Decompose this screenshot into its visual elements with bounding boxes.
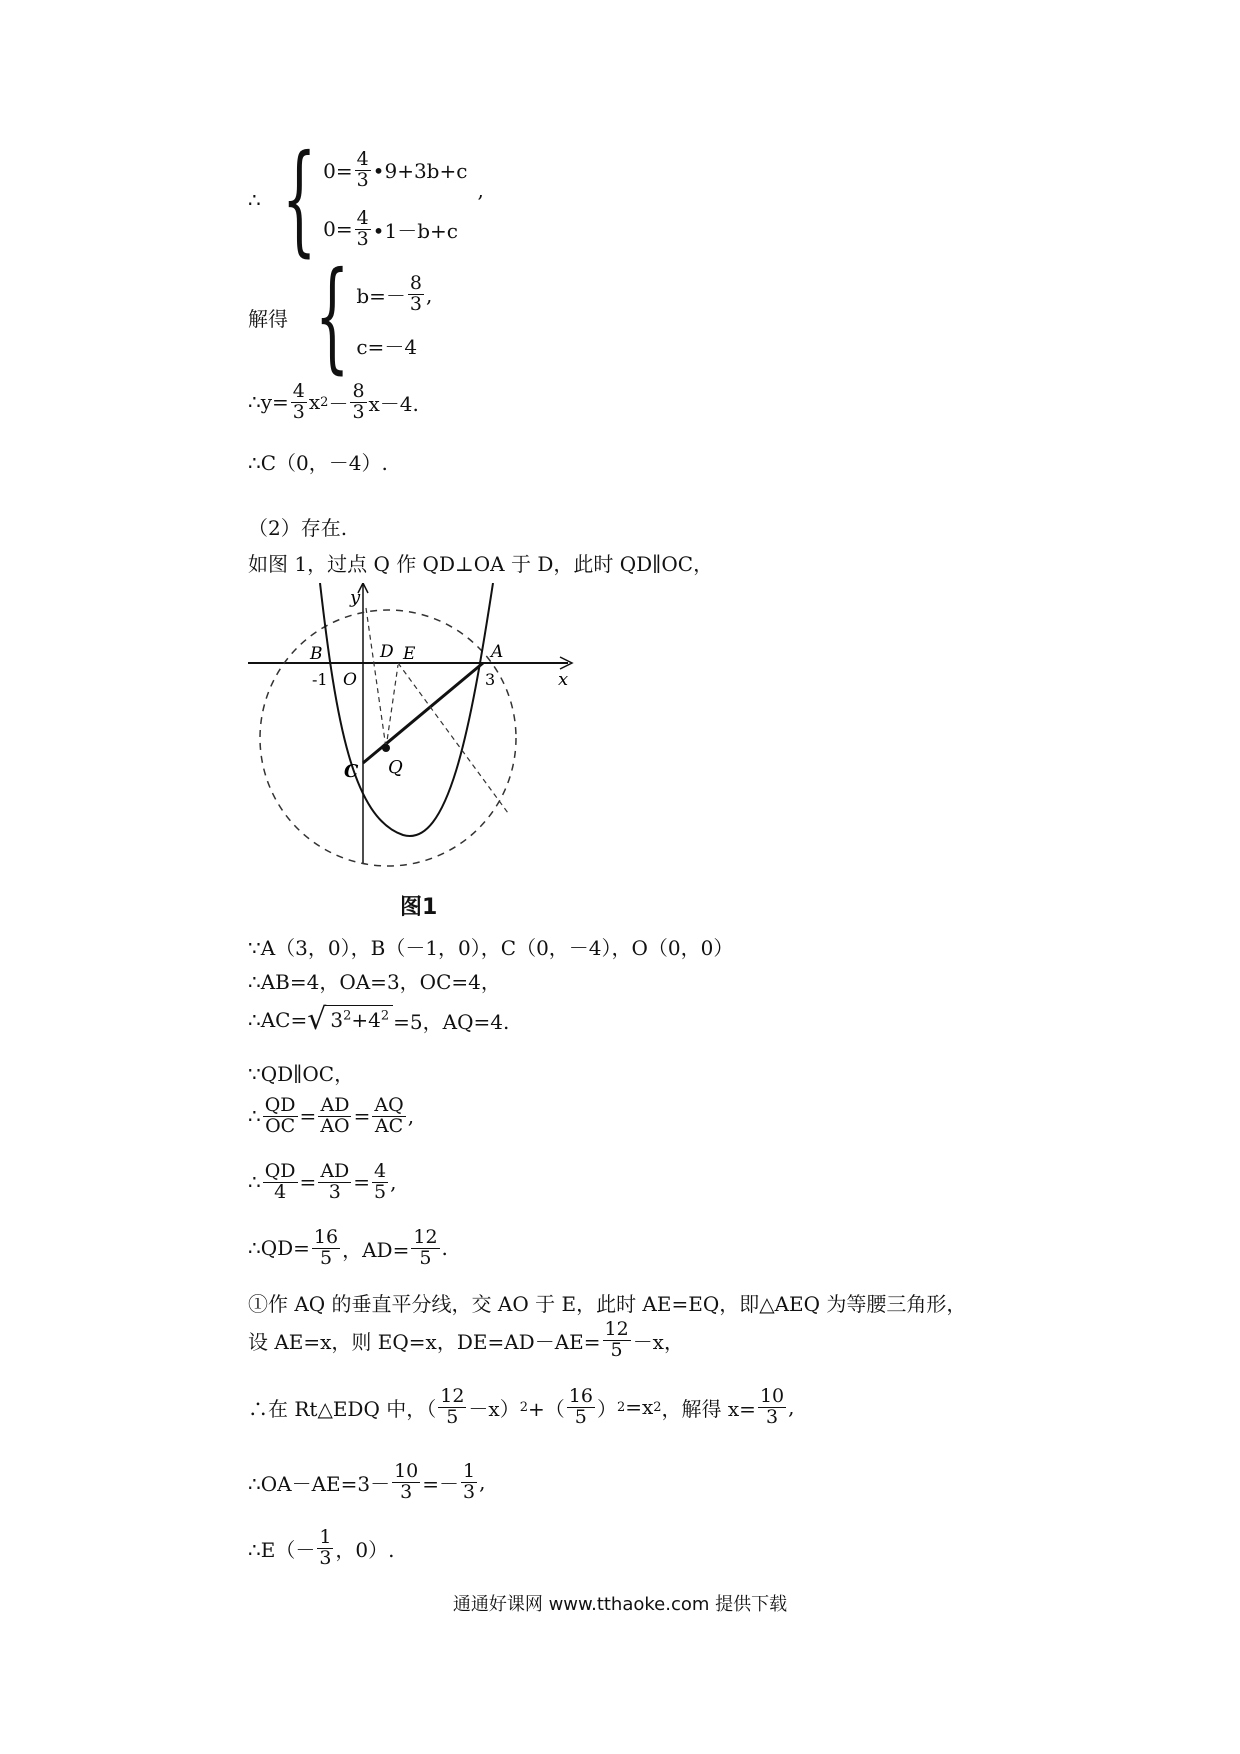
square-root: √ $3^2+4^2$: [307, 1005, 393, 1035]
label-d: D: [380, 642, 394, 662]
solution-system: [248, 247, 433, 386]
fraction: $\frac{4}{3}$: [292, 380, 305, 423]
point-c-line: ∴C（0，－4）.: [248, 451, 388, 475]
label-e: E: [403, 644, 416, 664]
lengths-line: ∴AB=4，OA=3，OC=4，: [248, 970, 501, 994]
fraction: $\frac{4}{3}$: [356, 148, 369, 192]
page-footer: 通通好课网 www.tthaoke.com 提供下载: [452, 1594, 788, 1615]
given-points-line: ∵A（3，0），B（－1，0），C（0，－4），O（0，0）: [248, 936, 734, 960]
system-row-2: 0= $\frac{4}{3}$ •1－b+c: [323, 207, 458, 250]
ratio-line-1: ∴ $\frac{QD}{OC}$ = $\frac{AD}{AO}$ = $\frac{AQ}{AC}$ ,: [248, 1094, 415, 1137]
solve-label: 解得: [248, 306, 288, 331]
fraction: $\frac{12}{5}$: [440, 1385, 465, 1428]
fraction: $\frac{AD}{AO}$: [320, 1094, 350, 1137]
parabola-curve: [320, 583, 496, 836]
fraction: $\frac{8}{3}$: [352, 380, 365, 423]
label-c: C: [344, 761, 359, 782]
point-q: [382, 744, 390, 752]
figure-caption: 图1: [400, 895, 438, 920]
set-variable-line: 设 AE=x，则 EQ=x，DE=AD－AE= $\frac{12}{5}$ －x，: [248, 1318, 684, 1361]
label-o: O: [343, 670, 357, 690]
figure-1-diagram: [248, 583, 588, 878]
segment-ac: [363, 663, 483, 763]
fraction: $\frac{12}{5}$: [604, 1318, 629, 1361]
case-1-line: ①作 AQ 的垂直平分线，交 AO 于 E，此时 AE=EQ，即△AEQ 为等腰三角形，: [248, 1292, 967, 1316]
parallel-line: ∵QD∥OC，: [248, 1062, 355, 1086]
fraction: $\frac{16}{5}$: [568, 1385, 593, 1428]
ac-length-line: ∴AC= √ $3^2+4^2$ =5，AQ=4.: [248, 1002, 510, 1037]
left-brace: {: [281, 130, 317, 269]
label-q: Q: [388, 757, 403, 778]
solution-row-b: b=－ $\frac{8}{3}$ ,: [356, 272, 433, 315]
fraction: $\frac{4}{5}$: [374, 1160, 387, 1203]
oa-ae-line: ∴OA－AE=3－ $\frac{10}{3}$ =－ $\frac{1}{3}$ ,: [248, 1460, 486, 1503]
label-b: B: [310, 644, 323, 664]
fraction: $\frac{QD}{OC}$: [264, 1094, 296, 1137]
fraction: $\frac{AQ}{AC}$: [374, 1094, 404, 1137]
left-brace: {: [314, 247, 350, 386]
label-3: 3: [485, 670, 496, 689]
fraction: $\frac{QD}{4}$: [264, 1160, 296, 1203]
equation-system-1: ∴ { 0= $\frac{4}{3}$ •9+3b+c 0= $\frac{4}{3}$ •1－b+c ,: [248, 130, 484, 269]
fraction: $\frac{16}{5}$: [313, 1226, 339, 1269]
fraction: $\frac{1}{3}$: [319, 1526, 332, 1569]
figure-intro-text: 如图 1，过点 Q 作 QD⊥OA 于 D，此时 QD∥OC，: [248, 552, 714, 576]
label-x: x: [558, 669, 569, 690]
fraction: $\frac{12}{5}$: [413, 1226, 438, 1269]
fraction: $\frac{4}{3}$: [356, 207, 369, 250]
fraction: $\frac{1}{3}$: [463, 1460, 476, 1503]
system-row-1: 0= $\frac{4}{3}$ •9+3b+c: [323, 148, 468, 192]
solution-row-c: c=－4: [356, 334, 418, 359]
fraction: $\frac{AD}{3}$: [320, 1160, 350, 1203]
fraction: $\frac{10}{3}$: [394, 1460, 419, 1503]
label-a: A: [491, 642, 504, 662]
fraction: $\frac{10}{3}$: [759, 1385, 785, 1428]
label-y: y: [350, 587, 361, 608]
part-2-heading: （2）存在.: [248, 516, 348, 540]
point-e-line: ∴E（－ $\frac{1}{3}$ ，0）.: [248, 1526, 395, 1569]
parabola-equation: ∴y= $\frac{4}{3}$ x 2 － $\frac{8}{3}$ x－4.: [248, 380, 419, 423]
qd-ad-result-line: ∴QD= $\frac{16}{5}$ ，AD= $\frac{12}{5}$ .: [248, 1226, 448, 1269]
right-triangle-equation-line: ∴在 Rt△EDQ 中，（ $\frac{12}{5}$ －x） 2 +（ $\frac{16}{5}$ ） 2 =x 2 ，解得 x= $\frac{10}{3}$ ,: [248, 1385, 795, 1428]
dashed-line-qd: [366, 608, 386, 748]
ratio-line-2: ∴ $\frac{QD}{4}$ = $\frac{AD}{3}$ = $\frac{4}{5}$ ,: [248, 1160, 397, 1203]
fraction: $\frac{8}{3}$: [409, 272, 423, 315]
therefore-symbol: ∴: [248, 188, 261, 212]
label-neg1: -1: [312, 670, 328, 689]
